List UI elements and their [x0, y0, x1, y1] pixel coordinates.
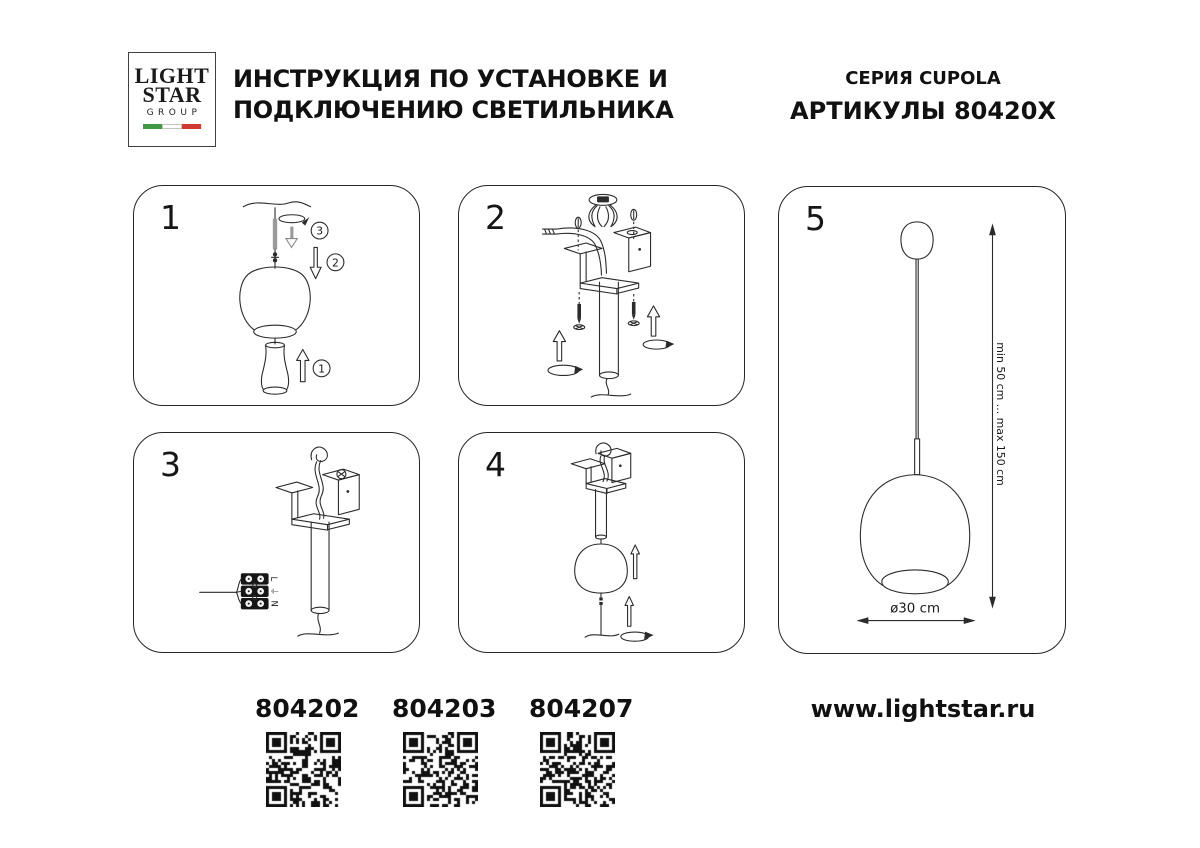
svg-text:3: 3 — [316, 224, 324, 238]
diameter-dimension — [856, 602, 975, 624]
rotate-arrow-icon — [621, 632, 654, 642]
diffuser-cone — [261, 342, 288, 394]
rotate-arrow-icon — [548, 365, 583, 375]
step5-number: 5 — [805, 199, 826, 238]
logo-word-group: GROUP — [146, 108, 202, 118]
fixing-screw-icon — [628, 294, 639, 326]
cable-connector — [272, 249, 279, 268]
series-block — [778, 68, 1068, 125]
lamp-shade — [860, 475, 969, 594]
up-arrow-icon — [297, 350, 309, 382]
terminal-label-neutral: N — [269, 600, 280, 607]
callout-3 — [311, 222, 328, 239]
articles-label: АРТИКУЛЫ 80420X — [790, 97, 1056, 125]
step3-number: 3 — [160, 445, 181, 484]
qr-code — [403, 732, 478, 807]
step5-panel — [778, 186, 1066, 654]
page-title — [233, 64, 674, 126]
cable-with-stops — [585, 593, 619, 637]
italian-flag-icon — [143, 124, 201, 129]
diameter-dimension-label: ø30 cm — [890, 601, 941, 617]
terminal-label-live: L — [269, 576, 280, 582]
lamp-shade — [240, 267, 310, 338]
up-arrow-icon — [647, 306, 659, 336]
up-arrow-icon — [553, 331, 565, 361]
callout-2 — [327, 254, 344, 271]
qr-code — [266, 732, 341, 807]
callout-1 — [313, 360, 330, 377]
rotate-arrow-icon — [643, 340, 674, 349]
ceiling-anchor-icon — [589, 194, 617, 226]
canopy-shade — [575, 544, 628, 593]
cable-loop — [311, 447, 327, 519]
mounting-bracket — [564, 227, 650, 294]
cable-sleeve — [915, 439, 920, 475]
logo-word-light: LIGHT — [134, 63, 210, 88]
step4-number: 4 — [485, 445, 506, 484]
step2-number: 2 — [485, 198, 506, 237]
article-block — [255, 694, 360, 807]
small-down-arrow-icon — [286, 227, 297, 248]
step1-panel — [133, 185, 420, 406]
height-dimension — [989, 223, 1007, 608]
down-arrow-icon — [310, 247, 321, 278]
logo-word-star: STAR — [142, 82, 202, 107]
cable-loop — [596, 443, 611, 482]
svg-text:1: 1 — [318, 362, 326, 376]
series-label: СЕРИЯ CUPOLA — [845, 68, 1001, 89]
article-number: 804203 — [392, 694, 497, 723]
height-dimension-label: min 50 cm ... max 150 cm — [993, 342, 1007, 486]
suspension-rod — [273, 219, 277, 250]
supply-wires — [200, 579, 242, 604]
step3-drawing — [134, 433, 419, 652]
suspension-cable — [916, 259, 918, 439]
website-url: www.lightstar.ru — [810, 695, 1036, 723]
lightstar-logo — [128, 52, 216, 147]
article-number: 804207 — [529, 694, 634, 723]
step4-panel — [458, 432, 745, 653]
ceiling-line — [243, 202, 310, 207]
step5-drawing — [779, 187, 1065, 653]
step2-drawing — [459, 186, 744, 405]
title-line-2: ПОДКЛЮЧЕНИЮ СВЕТИЛЬНИКА — [233, 96, 674, 124]
article-block — [392, 694, 497, 807]
title-line-1: ИНСТРУКЦИЯ ПО УСТАНОВКЕ И — [233, 65, 668, 93]
step3-panel — [133, 432, 420, 653]
mounting-bracket — [571, 448, 630, 493]
suspension-tube — [298, 522, 339, 636]
step1-drawing — [134, 186, 419, 405]
terminal-block — [241, 574, 279, 609]
suspension-tube — [591, 282, 631, 397]
terminal-label-earth: ⏚ — [269, 587, 280, 596]
mounting-bracket — [276, 469, 359, 530]
step2-panel — [458, 185, 745, 406]
article-number: 804202 — [255, 694, 360, 723]
ceiling-canopy — [901, 222, 933, 259]
rotate-arrow-icon — [279, 215, 309, 226]
article-block — [529, 694, 634, 807]
step4-drawing — [459, 433, 744, 652]
step1-number: 1 — [160, 198, 181, 237]
qr-code — [540, 732, 615, 807]
up-arrow-icon — [625, 597, 634, 627]
suspension-rod — [596, 489, 607, 544]
fixing-screw-icon — [574, 292, 585, 330]
svg-text:2: 2 — [331, 256, 339, 270]
article-list — [255, 694, 634, 807]
up-arrow-icon — [631, 545, 640, 579]
